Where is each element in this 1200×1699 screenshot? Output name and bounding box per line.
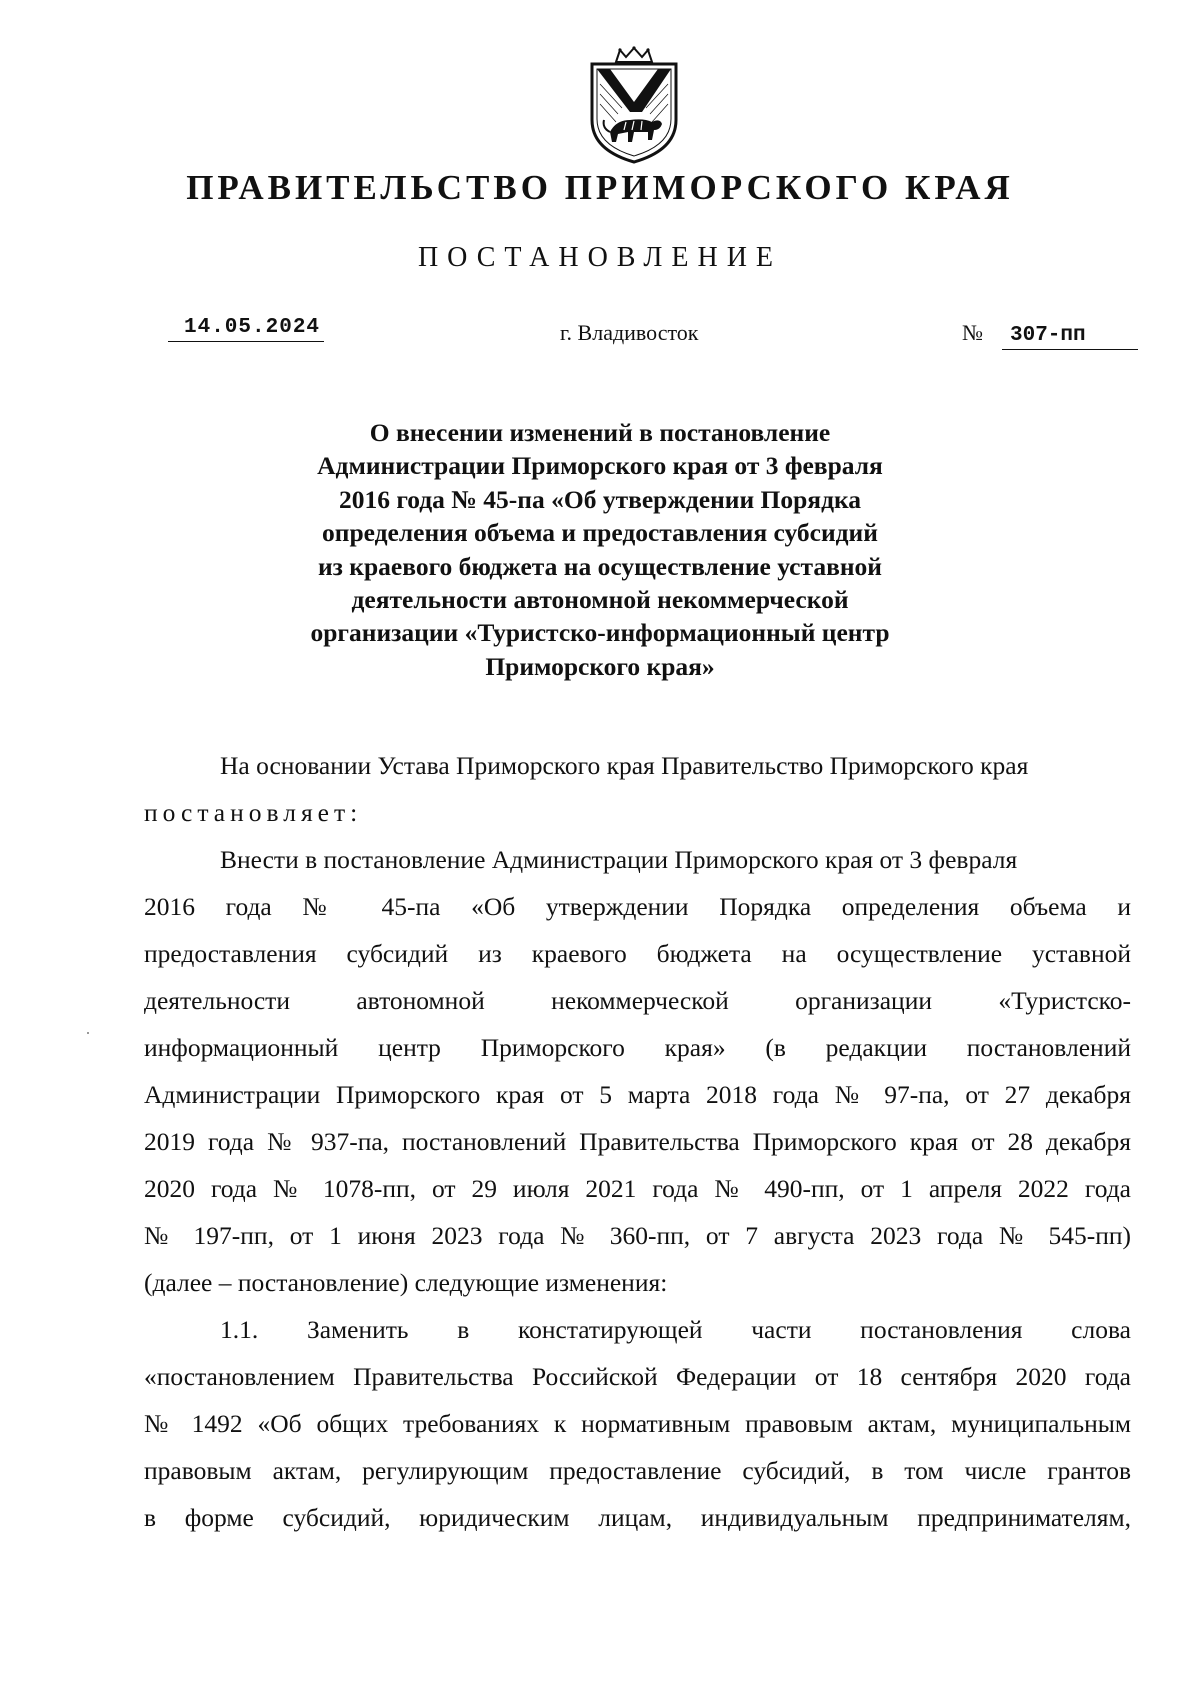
document-date: 14.05.2024 — [168, 316, 324, 342]
body-line: информационный центр Приморского края» (в редакции постановлений — [144, 1033, 1131, 1062]
subject-line: организации «Туристско-информационный центр — [310, 618, 890, 648]
subject-line: из краевого бюджета на осуществление уставной — [317, 551, 882, 581]
body-line: 2020 года № 1078-пп, от 29 июля 2021 года № 490-пп, от 1 апреля 2022 года — [144, 1174, 1131, 1203]
body-line: в форме субсидий, юридическим лицам, индивидуальным предпринимателям, — [144, 1503, 1131, 1532]
scan-speck — [87, 1032, 89, 1034]
subject-line: 2016 года № 45-па «Об утверждении Порядка — [338, 484, 862, 514]
body-line: деятельности автономной некоммерческой организации «Туристско- — [144, 986, 1131, 1015]
subject-line: Администрации Приморского края от 3 февраля — [317, 451, 883, 481]
document-city: г. Владивосток — [560, 320, 699, 345]
body-line: предоставления субсидий из краевого бюджета на осуществление уставной — [144, 939, 1131, 968]
subject-line: определения объема и предоставления субсидий — [322, 518, 878, 548]
coat-of-arms-icon — [586, 46, 682, 164]
body-line: 2016 года № 45-па «Об утверждении Порядка определения объема и — [144, 892, 1131, 921]
body-line: 1.1. Заменить в констатирующей части постановления слова — [220, 1315, 1131, 1344]
decree-word: постановляет: — [144, 798, 363, 827]
body-line: № 1492 «Об общих требованиях к нормативным правовым актам, муниципальным — [144, 1409, 1131, 1438]
body-line: Внести в постановление Администрации Приморского края от 3 февраля — [220, 845, 1018, 874]
document-number-sign: № — [962, 320, 983, 345]
body-line: правовым актам, регулирующим предоставление субсидий, в том числе грантов — [144, 1456, 1131, 1485]
document-number: 307-пп — [1002, 324, 1138, 350]
body-line: (далее – постановление) следующие изменения: — [144, 1268, 668, 1297]
document-body — [144, 742, 1131, 1541]
body-line: Администрации Приморского края от 5 марта 2018 года № 97-па, от 27 декабря — [144, 1080, 1131, 1109]
subject-line: Приморского края» — [485, 651, 715, 681]
subject-line: деятельности автономной некоммерческой — [351, 585, 849, 615]
body-line: 2019 года № 937-па, постановлений Правительства Приморского края от 28 декабря — [144, 1127, 1131, 1156]
document-subject — [290, 416, 910, 683]
body-line: «постановлением Правительства Российской Федерации от 18 сентября 2020 года — [144, 1362, 1131, 1391]
body-line: № 197-пп, от 1 июня 2023 года № 360-пп, от 7 августа 2023 года № 545-пп) — [144, 1221, 1131, 1250]
basis-line: На основании Устава Приморского края Правительство Приморского края — [220, 751, 1029, 780]
government-title: ПРАВИТЕЛЬСТВО ПРИМОРСКОГО КРАЯ — [186, 168, 1014, 207]
document-type: ПОСТАНОВЛЕНИЕ — [417, 242, 783, 273]
subject-line: О внесении изменений в постановление — [369, 418, 831, 447]
